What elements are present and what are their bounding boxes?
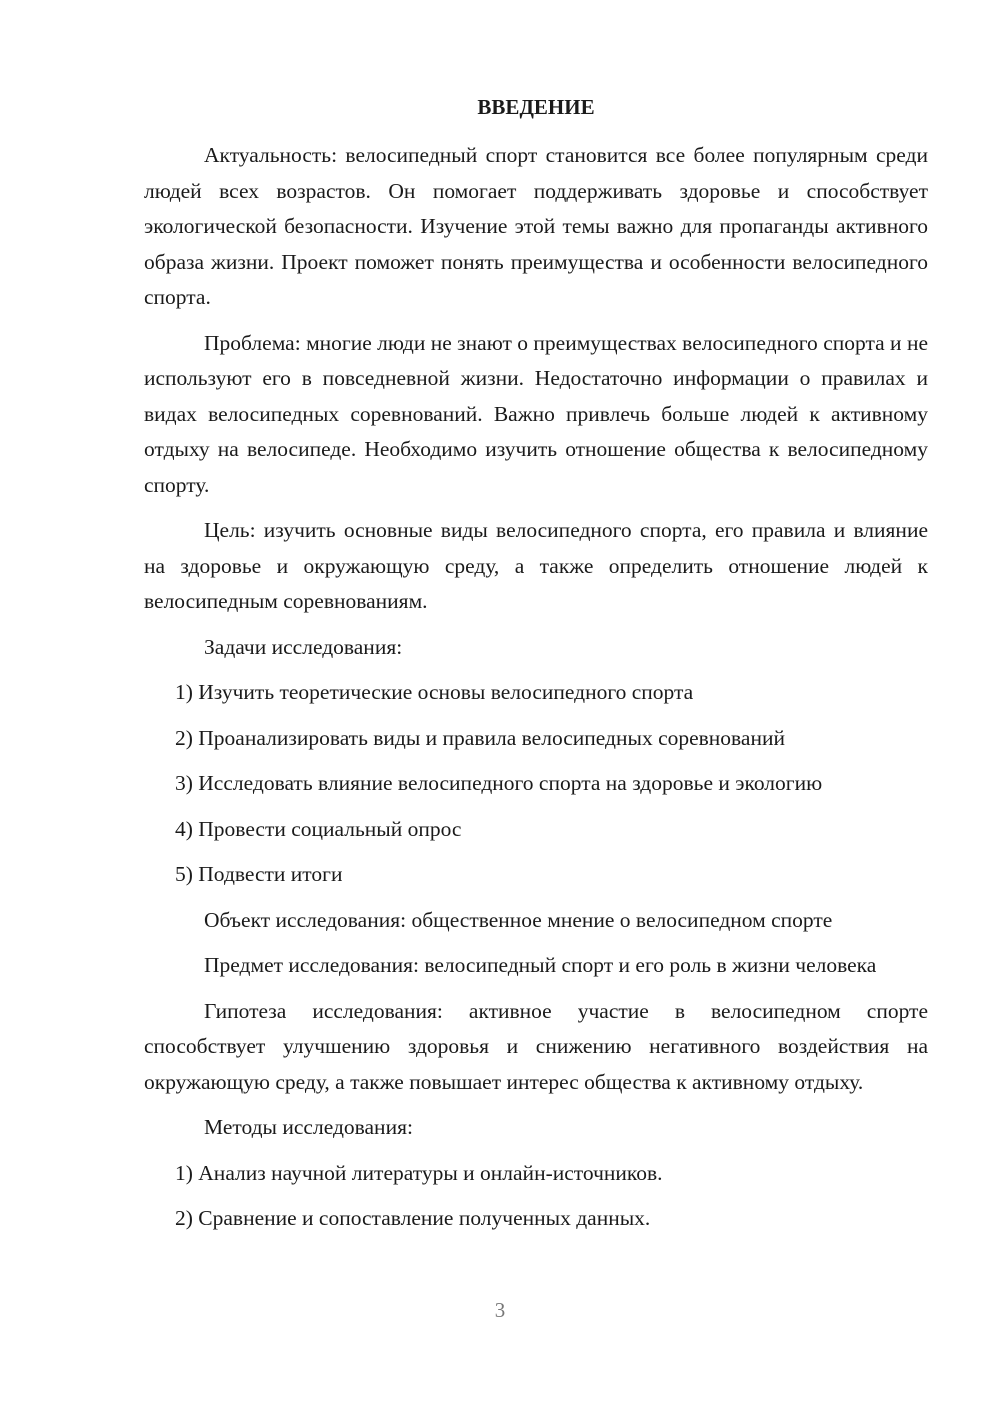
methods-heading: Методы исследования: [204, 1115, 413, 1139]
list-item: 1) Анализ научной литературы и онлайн-источников. [175, 1160, 663, 1185]
paragraph-hypothesis: Гипотеза исследования: активное участие в велосипедном спорте способствует улучшению здоровья и снижению негативного воздействия на окружающую среду, а также повышает интерес общества к активному отдыху. [144, 998, 928, 1094]
document-page [144, 94, 928, 1247]
paragraph-subject: Предмет исследования: велосипедный спорт и его роль в жизни человека [204, 953, 877, 977]
tasks-list [144, 675, 928, 893]
list-item: 2) Сравнение и сопоставление полученных данных. [175, 1206, 651, 1230]
paragraph-relevance: Актуальность: велосипедный спорт становится все более популярным среди людей всех возрастов. Он помогает поддерживать здоровье и способствует экологической безопасности. Изучение этой темы важно для пропаганды активного образа жизни. Проект поможет понять преимущества и особенности велосипедного спорта. [144, 143, 928, 309]
tasks-heading: Задачи исследования: [204, 634, 403, 659]
page-number: 3 [494, 1298, 506, 1322]
paragraph-object: Объект исследования: общественное мнение о велосипедном спорте [204, 907, 833, 932]
list-item: 4) Провести социальный опрос [175, 816, 462, 841]
page-title: ВВЕДЕНИЕ [477, 95, 595, 119]
list-item: 2) Проанализировать виды и правила велосипедных соревнований [175, 725, 785, 750]
paragraph-problem: Проблема: многие люди не знают о преимуществах велосипедного спорта и не используют его в повседневной жизни. Недостаточно информации о правилах и видах велосипедных соревнований. Важно привлечь больше людей к активному отдыху на велосипеде. Необходимо изучить отношение общества к велосипедному спорту. [144, 330, 928, 497]
list-item: 1) Изучить теоретические основы велосипедного спорта [175, 680, 694, 704]
list-item: 5) Подвести итоги [175, 862, 343, 886]
list-item: 3) Исследовать влияние велосипедного спорта на здоровье и экологию [175, 771, 823, 795]
paragraph-goal: Цель: изучить основные виды велосипедного спорта, его правила и влияние на здоровье и окружающую среду, а также определить отношение людей к велосипедным соревнованиям. [144, 518, 928, 613]
methods-list [144, 1156, 928, 1237]
